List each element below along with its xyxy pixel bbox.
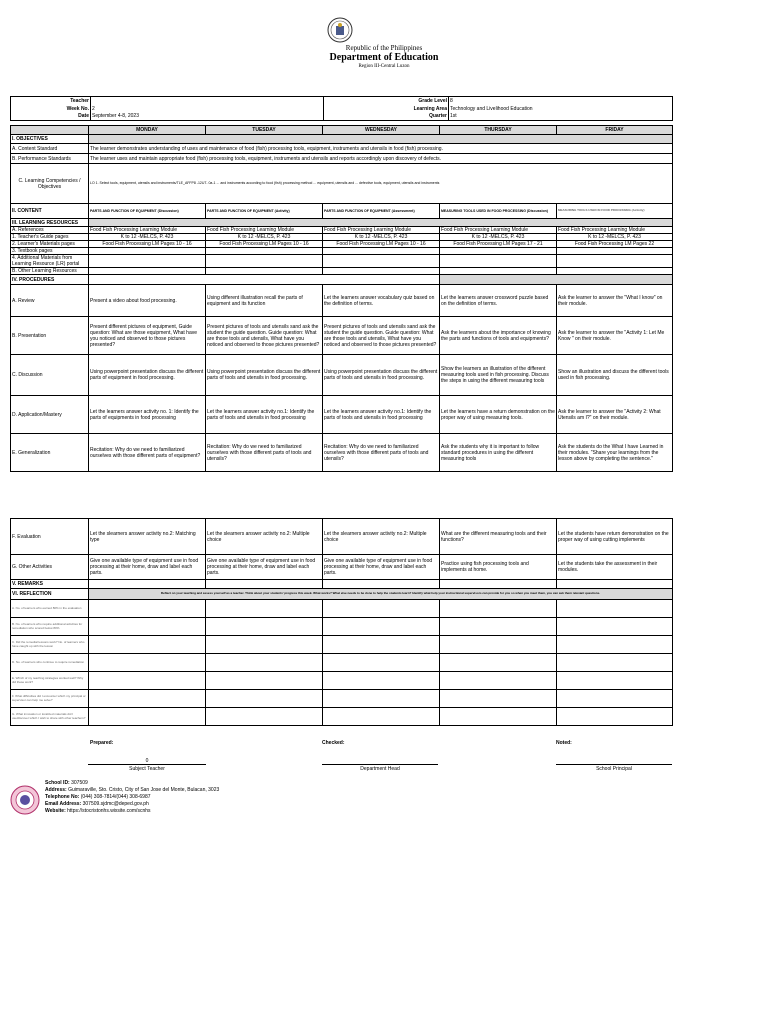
other-resources-label: B. Other Learning Resources [11, 268, 89, 275]
noted-role: School Principal [596, 766, 632, 772]
reflection-cell [323, 654, 440, 672]
date-label: Date [11, 113, 91, 121]
review-thursday: Let the learners answer crossword puzzle based on the definition of terms. [440, 285, 557, 317]
performance-standard: The learner uses and maintain appropriate food (fish) processing tools, equipment, instruments and utensils and reports accordingly upon discovery of defects. [89, 154, 673, 164]
presentation-monday: Present different pictures of equipment, Guide question: What are those equipment, What have you noticed and observed to those pictures presented? [89, 317, 206, 355]
reflection-cell [206, 690, 323, 708]
reflection-cell [440, 690, 557, 708]
references-monday: Food Fish Processing Learning Module [89, 227, 206, 234]
header-department: Department of Education [329, 52, 439, 63]
lm-label: 2. Learner's Materials pages [11, 241, 89, 248]
week-label: Week No. [11, 105, 91, 113]
email-label: Email Address: [45, 801, 82, 807]
discussion-wednesday: Using powerpoint presentation discuss the different parts of tools and utensils in food processing. [323, 355, 440, 396]
content-thursday: MEASURING TOOLS USED IN FOOD PROCESSING (Discussion) [440, 204, 557, 219]
discussion-monday: Using powerpoint presentation discuss the different parts of equipment in food processing. [89, 355, 206, 396]
email: 307509.sjdmc@deped.gov.ph [82, 801, 149, 807]
other-friday: Let the students take the assessment in their modules. [557, 555, 673, 580]
review-tuesday: Using different illustration recall the parts of equipment and its function [206, 285, 323, 317]
reflection-cell [206, 636, 323, 654]
reflection-cell [206, 708, 323, 726]
other-resources-cell [323, 268, 440, 275]
discussion-friday: Show an illustration and discuss the different tools used in fish processing. [557, 355, 673, 396]
additional-cell [440, 255, 557, 268]
review-friday: Ask the learner to answer the "What I know" on their module. [557, 285, 673, 317]
address-label: Address: [45, 787, 67, 793]
presentation-label: B. Presentation [11, 317, 89, 355]
references-thursday: Food Fish Processing Learning Module [440, 227, 557, 234]
prepared-signature-line [88, 764, 206, 765]
day-wednesday: WEDNESDAY [323, 126, 440, 135]
teacher-label: Teacher [11, 97, 91, 105]
content-wednesday: PARTS AND FUNCTION OF EQUIPMENT (Assessment) [323, 204, 440, 219]
additional-label: 4. Additional Materials from Learning Resource (LR) portal [11, 255, 89, 268]
grade-label: Grade Level [324, 97, 449, 105]
reflection-cell [206, 654, 323, 672]
competencies-label: C. Learning Competencies / Objectives [11, 164, 89, 204]
other-resources-cell [440, 268, 557, 275]
content-heading: II. CONTENT [11, 204, 89, 219]
other-resources-cell [89, 268, 206, 275]
reflection-cell [440, 708, 557, 726]
reflection-cell [323, 708, 440, 726]
day-monday: MONDAY [89, 126, 206, 135]
application-tuesday: Let the learners answer activity no.1: Identify the parts of tools and utensils in food processing [206, 396, 323, 434]
reflection-cell [89, 654, 206, 672]
objectives-band [89, 135, 673, 144]
header-region: Region III-Central Luzon [358, 64, 410, 69]
reflection-cell [323, 690, 440, 708]
presentation-wednesday: Present pictures of tools and utensils sand ask the student the guide question. Guide question: What are those tools and utensils, What have you noticed and observed to those pictures presented? [323, 317, 440, 355]
tg-monday: K to 12 -MELCS, P. 423 [89, 234, 206, 241]
presentation-friday: Ask the learner to answer the "Activity 1: Let Me Know " on their module. [557, 317, 673, 355]
other-resources-cell [206, 268, 323, 275]
reflection-cell [557, 618, 673, 636]
prepared-name: 0 [145, 758, 149, 764]
reflection-cell [323, 636, 440, 654]
other-activities-label: G. Other Activities [11, 555, 89, 580]
references-friday: Food Fish Processing Learning Module [557, 227, 673, 234]
reflection-cell [323, 600, 440, 618]
textbook-cell [206, 248, 323, 255]
evaluation-friday: Let the students have return demonstration on the proper way of using cutting implements [557, 519, 673, 555]
reflection-heading: VI. REFLECTION [11, 589, 89, 600]
checked-signature-line [322, 764, 438, 765]
remarks-cell [440, 580, 557, 589]
website-link[interactable]: https://stocristonhs.wixsite.com/scnhs [67, 808, 151, 814]
school-id-label: School ID: [45, 780, 70, 786]
discussion-label: C. Discussion [11, 355, 89, 396]
lm-friday: Food Fish Processing LM Pages 22 [557, 241, 673, 248]
other-wednesday: Give one available type of equipment use in food processing at their home, draw and label each parts. [323, 555, 440, 580]
reflection-cell [89, 690, 206, 708]
reflection-cell [323, 618, 440, 636]
reflection-cell [557, 672, 673, 690]
day-thursday: THURSDAY [440, 126, 557, 135]
generalization-monday: Recitation: Why do we need to familiarized ourselves with those different parts of equipment? [89, 434, 206, 472]
additional-cell [89, 255, 206, 268]
textbook-cell [440, 248, 557, 255]
performance-standard-label: B. Performance Standards [11, 154, 89, 164]
reflection-row-g: G. What innovation or localized materials did I use/discover which I wish to share with other teachers? [11, 708, 89, 726]
presentation-thursday: Ask the learners about the importance of knowing the parts and functions of tools and equipments? [440, 317, 557, 355]
generalization-friday: Ask the students do the What I have Learned in their modules. "Share your learnings from the lesson above by completing the sentence." [557, 434, 673, 472]
application-friday: Ask the learner to answer the "Activity 2: What Utensils am I?" on their module. [557, 396, 673, 434]
evaluation-label: F. Evaluation [11, 519, 89, 555]
telephone-label: Telephone No: [45, 794, 80, 800]
reflection-cell [206, 618, 323, 636]
discussion-thursday: Show the learners an illustration of the different measuring tools used in fish processing. Discuss the steps in using the different measuring tools [440, 355, 557, 396]
checked-label: Checked: [322, 740, 345, 746]
resources-heading: III. LEARNING RESOURCES [11, 219, 89, 227]
generalization-wednesday: Recitation: Why do we need to familiarized ourselves with those different parts of tools and utensils? [323, 434, 440, 472]
procedures-heading: IV. PROCEDURES [11, 275, 89, 285]
textbook-label: 3. Textbook pages [11, 248, 89, 255]
reflection-cell [440, 600, 557, 618]
remarks-cell [557, 580, 673, 589]
references-tuesday: Food Fish Processing Learning Module [206, 227, 323, 234]
website-label: Website: [45, 808, 66, 814]
generalization-thursday: Ask the students why it is important to follow standard procedures in using the different measuring tools [440, 434, 557, 472]
remarks-cell [206, 580, 323, 589]
reflection-cell [89, 600, 206, 618]
tg-wednesday: K to 12 -MELCS, P. 423 [323, 234, 440, 241]
generalization-label: E. Generalization [11, 434, 89, 472]
additional-cell [557, 255, 673, 268]
corner-cell [11, 126, 89, 135]
other-resources-cell [557, 268, 673, 275]
prepared-role: Subject Teacher [129, 766, 165, 772]
textbook-cell [323, 248, 440, 255]
dll-table-continued [10, 518, 673, 726]
review-wednesday: Let the learners answer vocabulary quiz based on the definition of terms. [323, 285, 440, 317]
reflection-cell [206, 672, 323, 690]
other-tuesday: Give one available type of equipment use in food processing at their home, draw and label each parts. [206, 555, 323, 580]
school-id: 307509 [71, 780, 88, 786]
content-friday: MEASURING TOOLS USED IN FOOD PROCESSING (Activity) [557, 204, 673, 219]
reflection-cell [89, 708, 206, 726]
additional-cell [206, 255, 323, 268]
lm-monday: Food Fish Processing LM Pages 10 - 16 [89, 241, 206, 248]
other-thursday: Practice using fish processing tools and implements at home. [440, 555, 557, 580]
evaluation-tuesday: Let the slearners answer activity no.2: Multiple choice [206, 519, 323, 555]
textbook-cell [89, 248, 206, 255]
reflection-row-e: E. Which of my teaching strategies worked well? Why did these work? [11, 672, 89, 690]
evaluation-monday: Let the slearners answer activity no.2: Matching type [89, 519, 206, 555]
references-label: A. References [11, 227, 89, 234]
objectives-heading: I. OBJECTIVES [11, 135, 89, 144]
dll-table-main [10, 125, 673, 472]
presentation-tuesday: Present pictures of tools and utensils sand ask the student the guide question. Guide question: What are those tools and utensils, What have you noticed and observed to those pictures presented? [206, 317, 323, 355]
reflection-cell [557, 600, 673, 618]
review-label: A. Review [11, 285, 89, 317]
textbook-cell [557, 248, 673, 255]
info-table [10, 96, 673, 121]
reflection-cell [206, 600, 323, 618]
reflection-cell [89, 636, 206, 654]
school-logo [10, 785, 40, 815]
reflection-row-f: F. What difficulties did I encounter which my principal or supervisor can help me solve? [11, 690, 89, 708]
area-label: Learning Area [324, 105, 449, 113]
deped-seal-logo [327, 17, 353, 43]
week-value: 2 [91, 105, 324, 113]
reflection-cell [557, 636, 673, 654]
lm-thursday: Food Fish Processing LM Pages 17 - 21 [440, 241, 557, 248]
noted-label: Noted: [556, 740, 572, 746]
school-footer [45, 780, 219, 815]
reflection-row-b: B. No. of learners who require additional activities for remediation who scored below 80% [11, 618, 89, 636]
lm-tuesday: Food Fish Processing LM Pages 10 - 16 [206, 241, 323, 248]
reflection-cell [89, 618, 206, 636]
procedures-band [440, 275, 673, 285]
checked-role: Department Head [360, 766, 400, 772]
generalization-tuesday: Recitation: Why do we need to familiarized ourselves with those different parts of tools and utensils? [206, 434, 323, 472]
noted-signature-line [556, 764, 672, 765]
evaluation-wednesday: Let the slearners answer activity no.2: Multiple choice [323, 519, 440, 555]
references-wednesday: Food Fish Processing Learning Module [323, 227, 440, 234]
day-tuesday: TUESDAY [206, 126, 323, 135]
tg-tuesday: K to 12 -MELCS, P. 423 [206, 234, 323, 241]
address: Guimaraville, Sto. Cristo, City of San Jose del Monte, Bulacan, 3023 [68, 787, 220, 793]
quarter-label: Quarter [324, 113, 449, 121]
lm-wednesday: Food Fish Processing LM Pages 10 - 16 [323, 241, 440, 248]
tg-label: 1. Teacher's Guide pages [11, 234, 89, 241]
day-friday: FRIDAY [557, 126, 673, 135]
reflection-cell [440, 672, 557, 690]
content-tuesday: PARTS AND FUNCTION OF EQUIPMENT (Activity) [206, 204, 323, 219]
discussion-tuesday: Using powerpoint presentation discuss the different parts of tools and utensils in food processing. [206, 355, 323, 396]
application-thursday: Let the learners have a return demonstration on the proper way of using measuring tools. [440, 396, 557, 434]
reflection-cell [440, 618, 557, 636]
review-monday: Present a video about food processing. [89, 285, 206, 317]
reflection-cell [557, 654, 673, 672]
quarter-value: 1st [450, 113, 457, 120]
reflection-row-d: D. No. of learners who continue to require remediation [11, 654, 89, 672]
application-wednesday: Let the learners answer activity no.1: Identify the parts of tools and utensils in food processing [323, 396, 440, 434]
content-monday: PARTS AND FUNCTION OF EQUIPMENT (Discussion) [89, 204, 206, 219]
remarks-cell [89, 580, 206, 589]
reflection-row-a: A. No. of learners who earned 80% in the evaluation [11, 600, 89, 618]
reflection-cell [557, 690, 673, 708]
remarks-heading: V. REMARKS [11, 580, 89, 589]
application-label: D. Application/Mastery [11, 396, 89, 434]
evaluation-thursday: What are the different measuring tools and their functions? [440, 519, 557, 555]
tg-friday: K to 12 -MELCS, P. 423 [557, 234, 673, 241]
other-monday: Give one available type of equipment use in food processing at their home, draw and label each parts. [89, 555, 206, 580]
prepared-label: Prepared: [90, 740, 114, 746]
application-monday: Let the learners answer activity no. 1: Identify the parts of equipments in food processing [89, 396, 206, 434]
additional-cell [323, 255, 440, 268]
content-standard-label: A. Content Standard [11, 144, 89, 154]
header-republic: Republic of the Philippines [345, 44, 423, 52]
date-value: September 4-8, 2023 [91, 113, 324, 121]
telephone: (044) 308-7814/(044) 308-6987 [80, 794, 151, 800]
teacher-value [91, 97, 324, 105]
reflection-prompt: Reflect on your teaching and assess yourself as a teacher. Think about your students' progress this week. What works? What else needs to be done to help the students learn? Identify what help your instructional supervisors can provide for you so when you meet them, you can ask them relevant questions. [89, 589, 673, 600]
reflection-row-c: C. Did the remedial lessons work? No. of learners who have caught up with the lesson [11, 636, 89, 654]
area-value: Technology and Livelihood Education [450, 105, 533, 112]
reflection-cell [440, 654, 557, 672]
reflection-cell [89, 672, 206, 690]
competencies: LO 1. Select tools, equipment, utensils and instruments/TLE_AFFP8 -12UT- 0a-1 ... and instruments according to food (fish) processing method ... equipment, utensils and ... defective tools, equipment, utensils and instruments [89, 164, 673, 204]
content-standard: The learner demonstrates understanding of uses and maintenance of food (fish) processing tools, equipment, instruments and utensils in food (fish) processing. [89, 144, 673, 154]
tg-thursday: K to 12 -MELCS, P. 423 [440, 234, 557, 241]
reflection-cell [323, 672, 440, 690]
remarks-cell [323, 580, 440, 589]
reflection-cell [440, 636, 557, 654]
procedures-band-blank [89, 275, 440, 285]
grade-value: 8 [450, 97, 453, 104]
resources-band [89, 219, 673, 227]
reflection-cell [557, 708, 673, 726]
